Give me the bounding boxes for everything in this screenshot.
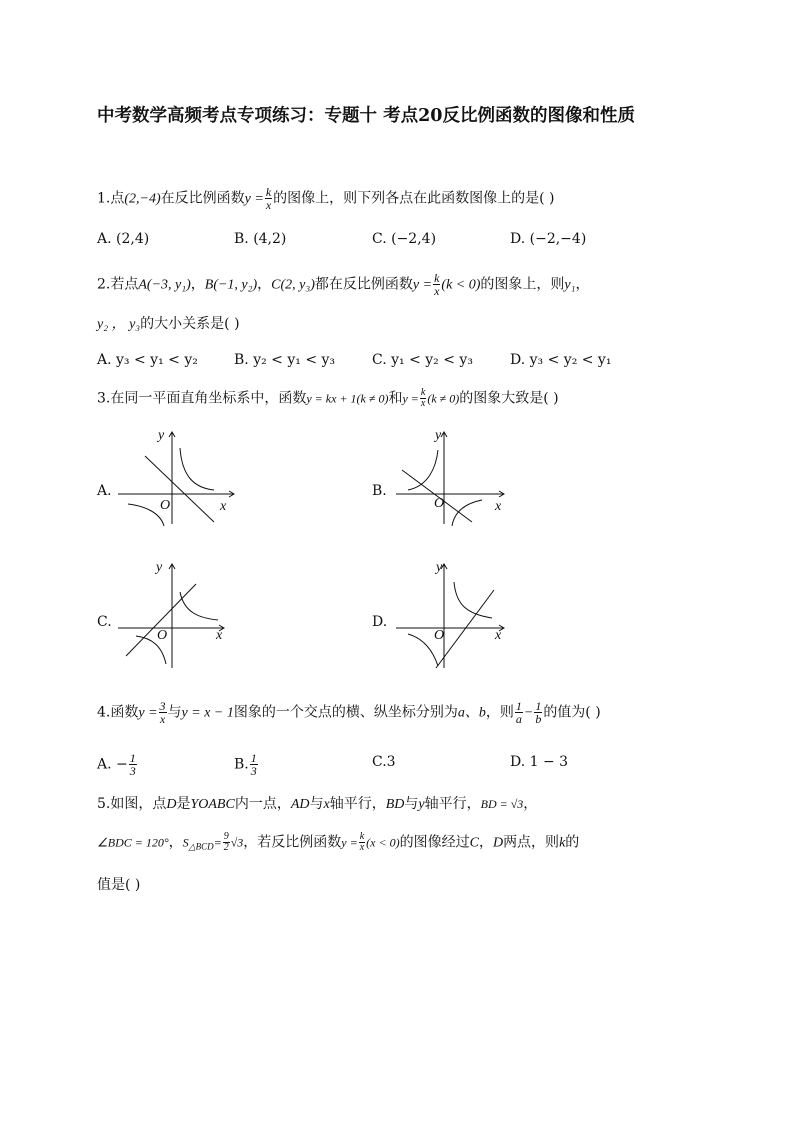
q5-text-2e: 两点，则 bbox=[503, 834, 560, 851]
q5-segment-ad: AD bbox=[290, 797, 310, 812]
q4-option-a-frac bbox=[129, 752, 137, 777]
q2-line2-suffix: 的大小关系是( ) bbox=[140, 316, 240, 332]
line-graph bbox=[126, 584, 196, 656]
q5-text-1b: 是 bbox=[176, 796, 191, 812]
q4-prefix: 4.函数 bbox=[97, 704, 139, 721]
q1-option-b[interactable]: B. (4,2) bbox=[234, 231, 287, 247]
q5-text-1g: 轴平行， bbox=[424, 796, 481, 812]
q5-text-2c: 的图像经过 bbox=[399, 834, 470, 851]
q2-prefix: 2.若点 bbox=[97, 276, 139, 293]
q3-graph-b-origin: O bbox=[434, 496, 445, 511]
q5-text-2d: ， bbox=[478, 834, 493, 851]
q3-graph-c-y-label: y bbox=[156, 560, 163, 575]
q1-mid: 在反比例函数 bbox=[160, 190, 245, 207]
q4-expr-den-1: a bbox=[515, 712, 522, 726]
q4-expr-num-1: 1 bbox=[515, 699, 522, 713]
page-title: 中考数学高频考点专项练习：专题十 考点20反比例函数的图像和性质 bbox=[97, 106, 635, 126]
q2-point-a: A(−3, y₁) bbox=[138, 277, 191, 293]
q5-point-d-2: D bbox=[492, 835, 504, 851]
q4-expr-frac-2 bbox=[534, 700, 542, 725]
q4-suffix: 的值为( ) bbox=[543, 704, 601, 721]
q5-area-num: 9 bbox=[223, 831, 229, 842]
q5-k: k bbox=[559, 835, 566, 851]
q3-prefix: 3.在同一平面直角坐标系中，函数 bbox=[97, 390, 307, 407]
q5-fn-lhs: y = bbox=[341, 835, 358, 850]
q4-expr-num-2: 1 bbox=[535, 699, 542, 713]
q1-prefix: 1.点 bbox=[97, 190, 125, 207]
q1-point: (2,−4) bbox=[124, 191, 161, 207]
q4-expr-den-2: b bbox=[535, 712, 542, 726]
question-3-stem bbox=[97, 388, 559, 409]
q5-angle: ∠BDC = 120° bbox=[97, 835, 169, 850]
q5-x: x bbox=[323, 797, 330, 812]
q1-frac-den: x bbox=[265, 198, 272, 212]
q4-fn-lhs: y = bbox=[138, 705, 158, 721]
q3-graph-d-y-label: y bbox=[436, 560, 443, 575]
question-5-stem-line3: 值是( ) bbox=[97, 877, 141, 893]
q2-fraction bbox=[433, 272, 440, 297]
q5-point-c: C bbox=[469, 835, 479, 851]
q2-vars: y₂ ， y₃ bbox=[97, 317, 141, 332]
q5-text-1c: 内一点， bbox=[234, 796, 291, 812]
q4-mid: 与 bbox=[167, 704, 182, 721]
q2-option-b[interactable]: B. y₂ < y₁ < y₃ bbox=[234, 352, 336, 368]
q4-option-a[interactable] bbox=[97, 752, 138, 777]
q5-area-den: 2 bbox=[223, 842, 229, 853]
q5-y: y bbox=[418, 797, 425, 812]
question-2-stem-line2 bbox=[97, 314, 240, 335]
q2-mid: 都在反比例函数 bbox=[314, 276, 413, 293]
q2-option-a[interactable]: A. y₃ < y₁ < y₂ bbox=[97, 352, 198, 368]
q1-frac-num: k bbox=[265, 185, 272, 199]
q5-text-1f: 与 bbox=[404, 796, 419, 812]
question-2-stem: 2.若点A(−3, y₁)，B(−1, y₂)，C(2, y₃)都在反比例函数y = $\frac{k}{x}$ (k < 0)的图象上，则y₁， bbox=[97, 271, 590, 298]
hyperbola-branch-2 bbox=[452, 500, 482, 526]
q4-expr-frac-1 bbox=[515, 700, 523, 725]
q2-option-d[interactable]: D. y₃ < y₂ < y₁ bbox=[510, 352, 612, 368]
question-1-stem bbox=[97, 186, 555, 211]
q3-graph-b[interactable] bbox=[392, 426, 522, 526]
q2-point-b: B(−1, y₂) bbox=[204, 277, 258, 293]
q1-suffix: 的图像上，则下列各点在此函数图像上的是( ) bbox=[273, 190, 555, 207]
q3-graph-d-origin: O bbox=[434, 628, 445, 643]
q5-text-1e: 轴平行， bbox=[329, 796, 386, 812]
q5-area-tail: √3 bbox=[230, 835, 244, 850]
q3-condition: (k ≠ 0) bbox=[427, 391, 460, 406]
q5-frac-num: k bbox=[359, 831, 365, 842]
q4-vars: a、b bbox=[457, 705, 486, 721]
q5-text-2f: 的 bbox=[565, 834, 580, 851]
q3-suffix: 的图象大致是( ) bbox=[459, 390, 559, 407]
q4-frac-den: x bbox=[159, 712, 166, 726]
q5-segment-bd: BD bbox=[385, 797, 405, 812]
q4-minus: − bbox=[523, 705, 534, 721]
q1-fn-lhs: y = bbox=[244, 191, 264, 207]
q3-graph-b-y-label: y bbox=[435, 428, 442, 443]
q3-graph-d-x-label: x bbox=[495, 628, 502, 643]
q2-fn-lhs: y = bbox=[412, 277, 433, 293]
q5-text-1d: 与 bbox=[309, 796, 324, 812]
q3-option-a-label[interactable]: A. bbox=[97, 483, 112, 499]
q5-area-subscript: △BCD bbox=[188, 841, 214, 852]
q2-frac-num: k bbox=[434, 271, 440, 285]
q3-fn-lhs: y = bbox=[402, 391, 419, 406]
q2-var-y1: y₁ bbox=[564, 277, 576, 293]
hyperbola-branch-1 bbox=[180, 448, 214, 490]
q5-area-frac bbox=[223, 832, 230, 853]
q4-option-b-num: 1 bbox=[250, 751, 257, 765]
q5-text-1a: 5.如图，点 bbox=[97, 796, 167, 812]
question-5-stem bbox=[97, 794, 537, 815]
hyperbola-branch-1 bbox=[180, 592, 218, 620]
q3-graph-a-y-label: y bbox=[158, 428, 165, 443]
q5-frac-den: x bbox=[359, 842, 365, 853]
q5-condition: (x < 0) bbox=[366, 835, 400, 850]
q5-fraction bbox=[359, 832, 365, 853]
q5-point-d: D bbox=[166, 797, 177, 812]
q5-text-2b: ，若反比例函数 bbox=[243, 834, 342, 851]
q4-frac-num: 3 bbox=[159, 699, 166, 713]
q3-and: 和 bbox=[388, 390, 403, 407]
q5-bd-equation: BD = √3 bbox=[480, 797, 524, 811]
q5-parallelogram: YOABC bbox=[190, 797, 235, 812]
hyperbola-branch-2 bbox=[128, 504, 164, 526]
question-5-stem-line2 bbox=[97, 832, 579, 857]
q3-graph-c-origin: O bbox=[157, 628, 168, 643]
q2-point-c: C(2, y₃) bbox=[271, 277, 315, 293]
q4-mid3: ，则 bbox=[485, 704, 514, 721]
line-graph bbox=[145, 456, 214, 522]
q3-graph-b-x-label: x bbox=[495, 499, 502, 514]
q1-option-c[interactable]: C. (−2,4) bbox=[372, 231, 437, 247]
q2-frac-den: x bbox=[434, 284, 440, 298]
q4-option-b-frac bbox=[250, 752, 258, 777]
q4-option-b-prefix: B. bbox=[234, 756, 249, 773]
q4-option-b-den: 3 bbox=[250, 764, 257, 778]
q3-option-b-label[interactable]: B. bbox=[372, 483, 387, 499]
q4-option-a-num: 1 bbox=[129, 751, 136, 765]
q2-condition: (k < 0) bbox=[441, 277, 481, 293]
q1-fraction bbox=[265, 186, 272, 211]
q3-graph-d[interactable] bbox=[392, 560, 522, 672]
q4-mid2: 图象的一个交点的横、纵坐标分别为 bbox=[233, 704, 458, 721]
question-4-stem bbox=[97, 700, 601, 725]
q3-linear-fn: y = kx + 1(k ≠ 0) bbox=[306, 391, 389, 406]
q1-option-a[interactable]: A. (2,4) bbox=[97, 231, 150, 247]
q3-graph-a-x-label: x bbox=[220, 499, 227, 514]
q3-graph-c[interactable] bbox=[114, 560, 244, 672]
q4-option-a-den: 3 bbox=[129, 764, 136, 778]
q3-frac-den: x bbox=[420, 398, 426, 409]
q5-text-2a: ， bbox=[168, 834, 183, 851]
q1-option-d[interactable]: D. (−2,−4) bbox=[510, 231, 587, 247]
q4-linear-fn: y = x − 1 bbox=[181, 705, 234, 721]
q4-option-b[interactable] bbox=[234, 752, 259, 777]
q5-text-1h: ， bbox=[523, 796, 538, 812]
q4-option-c[interactable]: C.3 bbox=[372, 754, 396, 770]
q4-fraction bbox=[159, 700, 167, 725]
q3-option-c-label[interactable]: C. bbox=[97, 614, 112, 630]
q2-option-c[interactable]: C. y₁ < y₂ < y₃ bbox=[372, 352, 473, 368]
q2-suffix: 的图象上，则 bbox=[480, 276, 565, 293]
q3-frac-num: k bbox=[420, 387, 426, 398]
q3-graph-c-x-label: x bbox=[216, 628, 223, 643]
hyperbola-branch-1 bbox=[408, 450, 438, 490]
q3-graph-a-origin: O bbox=[160, 498, 171, 513]
q4-option-d[interactable]: D. 1 − 3 bbox=[510, 754, 569, 770]
q3-option-d-label[interactable]: D. bbox=[372, 614, 388, 630]
line-graph bbox=[436, 590, 494, 668]
q5-area-eq: = bbox=[213, 835, 222, 850]
q4-option-a-prefix: A. − bbox=[97, 756, 128, 773]
q5-area-symbol: S bbox=[182, 835, 189, 850]
q3-fraction bbox=[420, 388, 426, 409]
